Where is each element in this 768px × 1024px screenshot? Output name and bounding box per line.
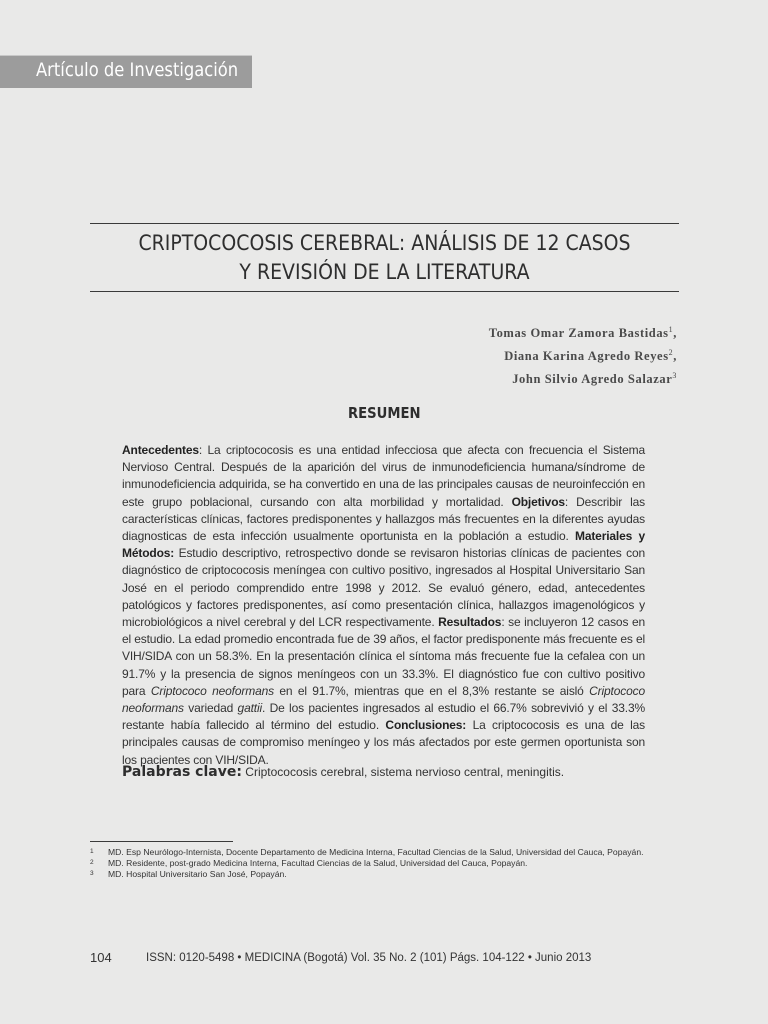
author-suffix: , [673,349,677,364]
resultados-text: variedad [183,701,238,716]
keywords-label: Palabras clave: [122,764,242,780]
metodos-label: Materiales y Métodos: [122,529,645,561]
article-title-line-1: CRIPTOCOCOSIS CEREBRAL: ANÁLISIS DE 12 CASOS [138,231,631,255]
metodos-text: Estudio descriptivo, retrospectivo donde se revisaron historias clínicas de pacientes con diagnóstico de criptococosis meníngea con cultivo positivo, ingresados al Hospital Universitario San José en el periodo comprendido entre 1998 y 2012. Se evaluó género, edad, antecedentes patológicos y factores predisponentes, así como presentación clínica, hallazgos imagenológicos y microbiológicos a nivel cerebral y del LCR respectivamente. [122,546,645,630]
author-name: John Silvio Agredo Salazar [512,372,673,387]
title-rule-bottom [90,291,679,292]
author-1 [489,320,677,343]
resumen-heading-text: RESUMEN [347,404,421,422]
footnote-text: MD. Hospital Universitario San José, Popayán. [108,869,287,879]
footnote-number: 3 [90,870,94,877]
journal-citation: ISSN: 0120-5498 • MEDICINA (Bogotá) Vol. 35 No. 2 (101) Págs. 104-122 • Junio 2013 [146,952,592,964]
article-title-line-2: Y REVISIÓN DE LA LITERATURA [239,260,530,284]
footnote-number: 2 [90,859,94,866]
author-ref: 1 [668,325,674,334]
resultados-text: en el 91.7%, mientras que en el 8,3% restante se aisló [273,683,590,698]
resultados-label: Resultados [438,615,502,630]
conclusiones-label: Conclusiones: [385,718,467,733]
footnote-rule [90,841,233,842]
antecedentes-text: : La criptococosis es una entidad infecciosa que afecta con frecuencia el Sistema Nervioso Central. Después de la aparición del virus de inmunodeficiencia humana/síndrome de inmunodeficiencia adquirida, se ha convertido en una de las principales causas de neuroinfección en este grupo poblacional, cursando con alta morbilidad y mortalidad. [122,443,645,509]
resumen-heading [0,404,768,422]
footnote [90,858,690,869]
author-3 [489,366,677,389]
author-suffix: , [673,326,677,341]
abstract-body [122,442,645,769]
objetivos-text: : Describir las características clínicas, factores predisponentes y hallazgos más frecuentes en la diferentes ayudas diagnosticas de esta infección usualmente oportunista en la población a estudio. [122,494,645,544]
footnotes [90,847,690,880]
page-number: 104 [90,950,112,965]
footnote-number: 1 [90,848,94,855]
section-tag-label: Artículo de Investigación [36,59,239,81]
antecedentes-label: Antecedentes [122,443,199,457]
author-name: Diana Karina Agredo Reyes [504,349,669,364]
author-ref: 3 [672,371,677,381]
objetivos-label: Objetivos [511,494,565,509]
keywords-text: Criptococosis cerebral, sistema nervioso central, meningitis. [245,765,565,779]
keywords [122,764,682,780]
conclusiones-text: La criptococosis es una de las principales causas de compromiso meníngeo y los más afectados por este germen oportunista son los pacientes con VIH/SIDA. [122,718,645,767]
author-name: Tomas Omar Zamora Bastidas [488,326,669,341]
footnote-text: MD. Esp Neurólogo-Internista, Docente Departamento de Medicina Interna, Facultad Ciencias de la Salud, Universidad del Cauca, Popayán. [108,847,644,857]
author-ref: 2 [668,348,674,358]
title-rule-top [90,223,679,224]
author-2 [489,343,677,366]
variety-name: gattii [237,701,262,716]
article-title [90,229,679,287]
resultados-text: . De los pacientes ingresados al estudio el 66.7% sobrevivió y el 33.3% restante había fallecido al término del estudio. [122,701,645,733]
species-name: Criptococo neoformans [122,683,645,716]
footnote-text: MD. Residente, post-grado Medicina Interna, Facultad Ciencias de la Salud, Universidad del Cauca, Popayán. [108,858,528,868]
footnote [90,869,690,880]
species-name: Criptococo neoformans [150,683,274,698]
section-tag [0,55,252,88]
resultados-text: : se incluyeron 12 casos en el estudio. La edad promedio encontrada fue de 39 años, el factor predisponente más frecuente es el VIH/SIDA con un 58.3%. En la presentación clínica el síntoma más frecuente fue la cefalea con un 91.7% y la presencia de signos meníngeos con un 33.3%. El diagnóstico fue con cultivo positivo para [122,615,645,698]
author-list [489,320,677,389]
footnote [90,847,690,858]
